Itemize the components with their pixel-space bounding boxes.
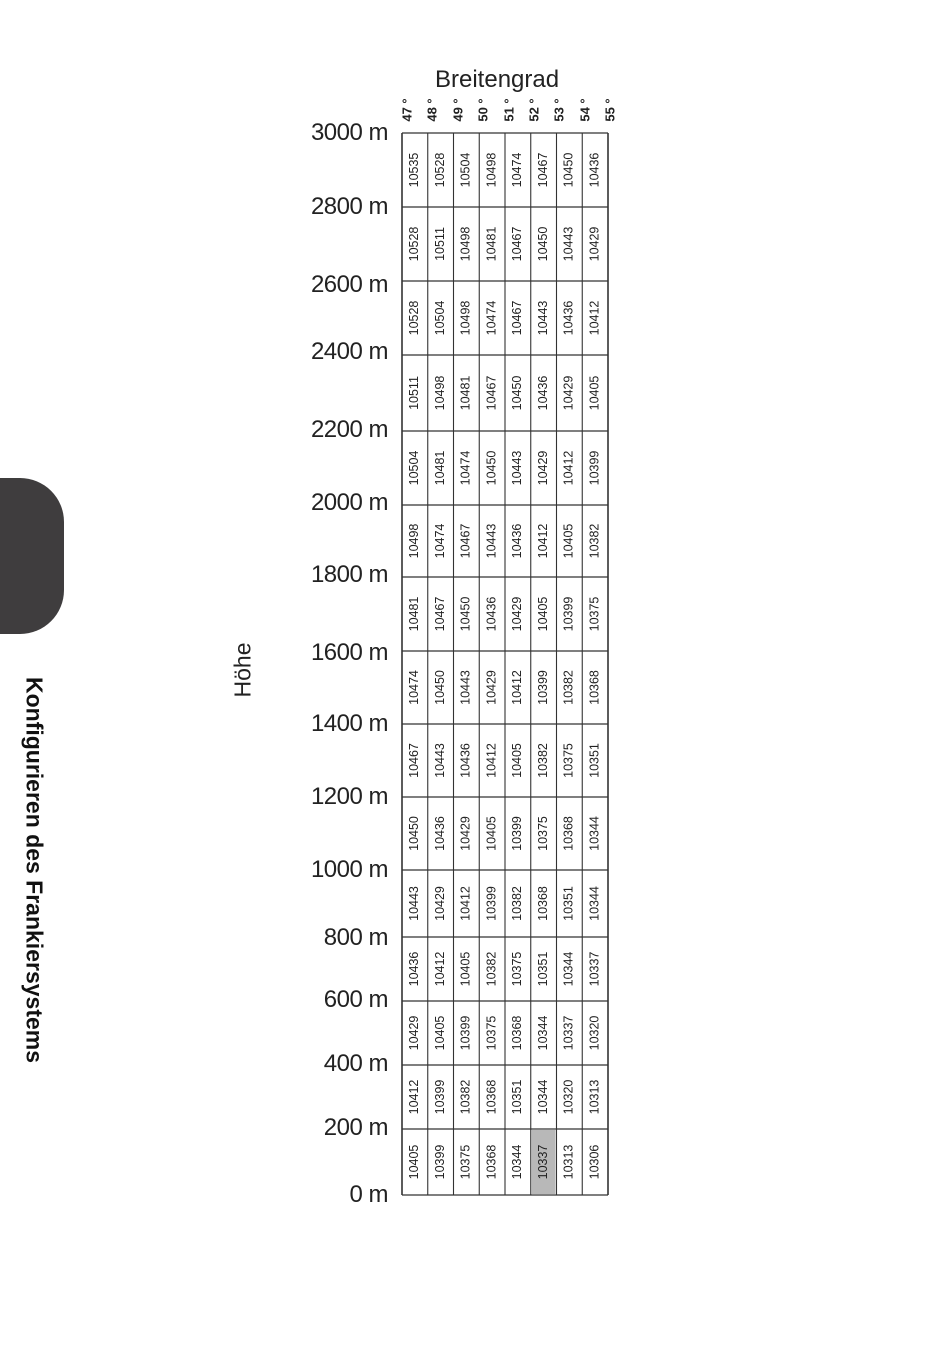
table-cell: 10443: [561, 226, 576, 262]
table-cell: 10429: [458, 816, 473, 851]
table-cell: 10320: [587, 1015, 602, 1051]
altitude-label: 1200 m: [310, 783, 388, 810]
table-cell: 10511: [407, 376, 422, 410]
latitude-label: 55 °: [602, 98, 618, 122]
table-cell: 10351: [535, 951, 550, 987]
table-cell: 10351: [561, 886, 576, 921]
table-cell: 10467: [484, 375, 499, 411]
table-cell: 10429: [587, 226, 602, 262]
table-cell: 10412: [484, 743, 499, 778]
table-cell: 10368: [484, 1079, 499, 1115]
table-cell: 10375: [484, 1015, 499, 1051]
table-cell: 10436: [484, 596, 499, 632]
table-cell: 10498: [407, 523, 422, 559]
table-cell: 10382: [587, 523, 602, 559]
table-cell: 10399: [510, 816, 525, 851]
table-cell: 10344: [535, 1015, 550, 1051]
table-cell: 10450: [510, 375, 525, 411]
altitude-label: 400 m: [323, 1050, 388, 1077]
latitude-label: 49 °: [450, 98, 466, 122]
table-cell: 10399: [432, 1144, 447, 1180]
table-cell: 10498: [484, 152, 499, 188]
table-cell: 10450: [561, 152, 576, 188]
table-cell: 10399: [587, 450, 602, 486]
table-cell: 10429: [535, 450, 550, 486]
table-cell: 10375: [458, 1144, 473, 1180]
table-cell: 10436: [458, 743, 473, 778]
table-cell: 10474: [458, 450, 473, 486]
table-cell: 10382: [561, 670, 576, 705]
latitude-label: 54 °: [577, 98, 593, 122]
table-cell: 10436: [432, 816, 447, 851]
table-cell: 10481: [484, 226, 499, 262]
table-cell: 10443: [458, 670, 473, 705]
table-cell: 10443: [535, 300, 550, 336]
table-cell: 10412: [535, 523, 550, 559]
table-cell: 10344: [587, 886, 602, 921]
table-cell: 10429: [510, 596, 525, 632]
latitude-title: Breitengrad: [435, 66, 560, 93]
altitude-label: 2400 m: [310, 338, 388, 365]
latitude-label: 52 °: [526, 98, 542, 122]
table-cell: 10344: [561, 951, 576, 987]
altitude-label: 600 m: [323, 986, 388, 1013]
table-cell: 10344: [587, 816, 602, 851]
table-cell: 10528: [432, 152, 447, 188]
table-cell: 10436: [561, 300, 576, 336]
table-cell: 10474: [432, 523, 447, 559]
altitude-label: 1000 m: [310, 856, 388, 883]
latitude-label: 47 °: [399, 98, 415, 122]
altitude-axis-title: Höhe: [229, 642, 256, 698]
table-cell: 10368: [587, 670, 602, 705]
table-cell: 10429: [432, 886, 447, 921]
table-cell: 10405: [407, 1144, 422, 1180]
table-cell: 10467: [458, 523, 473, 559]
table-cell: 10412: [587, 300, 602, 336]
table-cell: 10450: [432, 670, 447, 705]
table-cell: 10382: [535, 743, 550, 778]
table-cell: 10412: [510, 670, 525, 705]
table-cell: 10320: [561, 1079, 576, 1115]
table-cell: 10405: [484, 816, 499, 851]
table-cell: 10511: [432, 227, 447, 261]
table-cell: 10481: [432, 450, 447, 486]
altitude-label: 1800 m: [310, 561, 388, 588]
table-cell: 10467: [510, 300, 525, 336]
table-cell: 10375: [587, 596, 602, 632]
latitude-label: 48 °: [424, 98, 440, 122]
table-cell: 10429: [561, 375, 576, 411]
table-cell: 10443: [510, 450, 525, 486]
altitude-label: 800 m: [323, 924, 388, 951]
altitude-label: 200 m: [323, 1114, 388, 1141]
table-cell: 10450: [407, 816, 422, 851]
table-cell: 10412: [458, 886, 473, 921]
table-cell: 10412: [407, 1079, 422, 1115]
table-cell: 10306: [587, 1144, 602, 1180]
table-cell: 10412: [561, 450, 576, 486]
latitude-label: 51 °: [501, 98, 517, 122]
table-cell: 10481: [407, 596, 422, 632]
altitude-label: 3000 m: [310, 119, 388, 146]
table-cell: 10467: [407, 743, 422, 778]
table-cell: 10450: [535, 226, 550, 262]
table-cell: 10474: [510, 152, 525, 188]
table-cell: 10504: [432, 300, 447, 336]
table-cell: 10313: [587, 1079, 602, 1115]
table-cell: 10399: [484, 886, 499, 921]
table-cell: 10382: [484, 951, 499, 987]
table-cell: 10481: [458, 375, 473, 411]
altitude-label: 2000 m: [310, 489, 388, 516]
table-cell: 10405: [587, 375, 602, 411]
latitude-label: 53 °: [551, 98, 567, 122]
table-cell: 10351: [587, 743, 602, 778]
table-cell: 10474: [407, 670, 422, 705]
table-cell: 10443: [407, 886, 422, 921]
table-cell: 10368: [535, 886, 550, 921]
table-cell: 10467: [535, 152, 550, 188]
table-cell: 10405: [458, 951, 473, 987]
table-cell: 10528: [407, 226, 422, 262]
table-cell: 10399: [432, 1079, 447, 1115]
table-cell: 10528: [407, 300, 422, 336]
altitude-label: 1600 m: [310, 639, 388, 666]
table-cell: 10399: [535, 670, 550, 705]
table-cell: 10337: [535, 1144, 550, 1180]
table-cell: 10450: [458, 596, 473, 632]
table-cell: 10467: [510, 226, 525, 262]
table-cell: 10368: [510, 1015, 525, 1051]
table-cell: 10337: [561, 1015, 576, 1051]
chapter-title: Konfigurieren des Frankiersystems: [21, 676, 48, 1064]
table-cell: 10412: [432, 951, 447, 987]
table-cell: 10436: [510, 523, 525, 559]
table-cell: 10368: [484, 1144, 499, 1180]
table-cell: 10313: [561, 1144, 576, 1180]
table-cell: 10399: [458, 1015, 473, 1051]
altitude-label: 0 m: [349, 1181, 388, 1208]
table-cell: 10405: [510, 743, 525, 778]
table-cell: 10405: [432, 1015, 447, 1051]
table-cell: 10368: [561, 816, 576, 851]
table-cell: 10399: [561, 596, 576, 632]
table-cell: 10429: [407, 1015, 422, 1051]
table-cell: 10405: [561, 523, 576, 559]
table-cell: 10498: [432, 375, 447, 411]
table-cell: 10382: [458, 1079, 473, 1115]
table-cell: 10436: [587, 152, 602, 188]
table-cell: 10498: [458, 226, 473, 262]
table-cell: 10504: [407, 450, 422, 486]
table-cell: 10474: [484, 300, 499, 336]
table-cell: 10351: [510, 1079, 525, 1115]
table-cell: 10443: [484, 523, 499, 559]
altitude-label: 2800 m: [310, 193, 388, 220]
table-cell: 10375: [510, 951, 525, 987]
table-cell: 10344: [535, 1079, 550, 1115]
table-cell: 10504: [458, 152, 473, 188]
table-cell: 10436: [407, 951, 422, 987]
table-cell: 10382: [510, 886, 525, 921]
table-cell: 10498: [458, 300, 473, 336]
table-cell: 10467: [432, 596, 447, 632]
table-cell: 10337: [587, 951, 602, 987]
altitude-label: 2200 m: [310, 416, 388, 443]
table-cell: 10375: [535, 816, 550, 851]
table-cell: 10344: [510, 1144, 525, 1180]
table-cell: 10429: [484, 670, 499, 705]
latitude-label: 50 °: [475, 98, 491, 122]
table-cell: 10450: [484, 450, 499, 486]
table-cell: 10535: [407, 152, 422, 188]
altitude-label: 1400 m: [310, 710, 388, 737]
table-cell: 10405: [535, 596, 550, 632]
altitude-label: 2600 m: [310, 271, 388, 298]
table-cell: 10443: [432, 743, 447, 778]
table-cell: 10436: [535, 375, 550, 411]
table-cell: 10375: [561, 743, 576, 778]
